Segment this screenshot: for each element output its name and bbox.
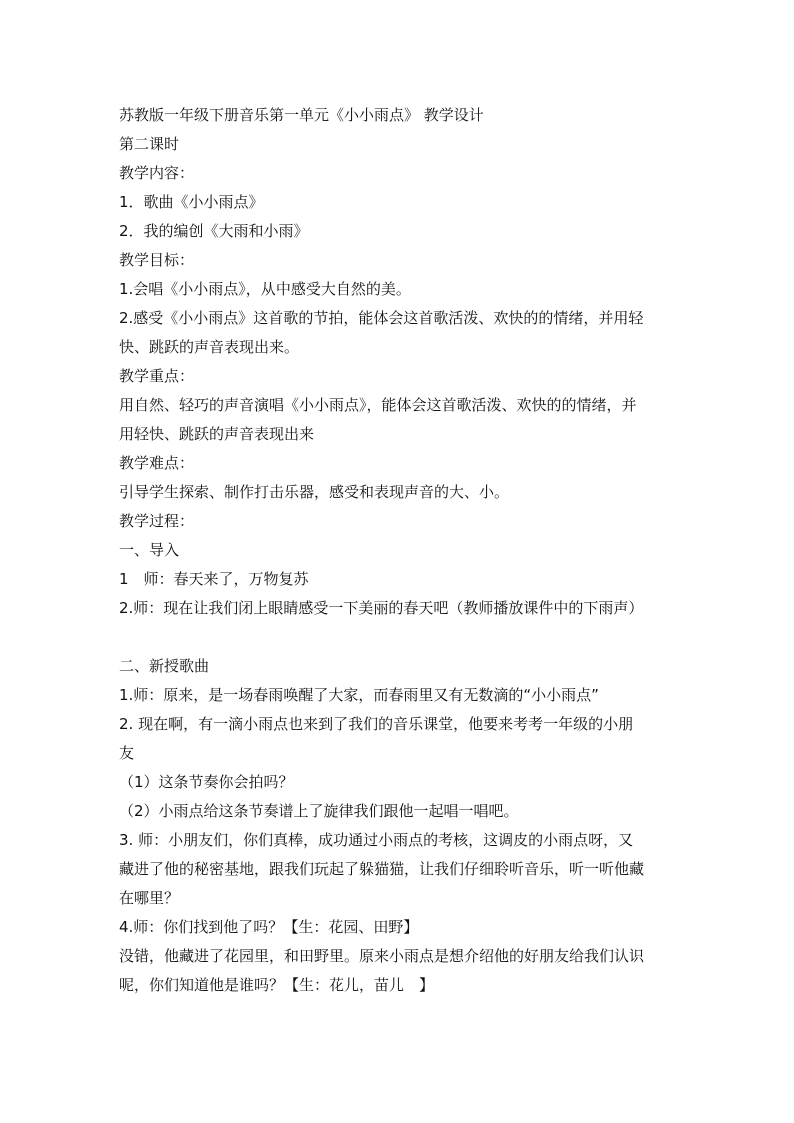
content-item-2: 2．我的编创《大雨和小雨》: [119, 222, 309, 240]
new-song-item-4: 4.师：你们找到他了吗？【生：花园、田野】: [119, 918, 419, 936]
new-song-item-4-continued-1: 没错，他藏进了花园里，和田野里。原来小雨点是想介绍他的好朋友给我们认识: [119, 947, 645, 965]
section-heading-content: 教学内容：: [119, 164, 195, 182]
section-heading-key-points: 教学重点：: [119, 367, 195, 385]
content-item-1: 1．歌曲《小小雨点》: [119, 193, 264, 211]
key-points-text: 用自然、轻巧的声音演唱《小小雨点》，能体会这首歌活泼、欢快的的情绪，并: [119, 396, 637, 414]
key-points-text-continued: 用轻快、跳跃的声音表现出来: [119, 425, 315, 443]
new-song-item-3-continued-2: 在哪里？: [119, 889, 180, 907]
objective-item-2-continued: 快、跳跃的声音表现出来。: [119, 338, 300, 356]
objective-item-1: 1.会唱《小小雨点》，从中感受大自然的美。: [119, 280, 411, 298]
process-step-intro-heading: 一、导入: [119, 541, 180, 559]
intro-item-1: 1 师：春天来了，万物复苏: [119, 570, 309, 588]
new-song-subitem-1: （1）这条节奏你会拍吗？: [119, 773, 294, 791]
process-step-new-song-heading: 二、新授歌曲: [119, 657, 210, 675]
document-title: 苏教版一年级下册音乐第一单元《小小雨点》 教学设计: [119, 106, 484, 124]
document-body: [119, 101, 679, 1000]
new-song-item-4-continued-2: 呢，你们知道他是谁吗？【生：花儿，苗儿 】: [119, 976, 435, 994]
blank-line: [119, 623, 679, 652]
new-song-item-3-continued-1: 藏进了他的秘密基地，跟我们玩起了躲猫猫，让我们仔细聆听音乐，听一听他藏: [119, 860, 645, 878]
new-song-item-3: 3. 师：小朋友们，你们真棒，成功通过小雨点的考核，这调皮的小雨点呀，又: [119, 831, 634, 849]
difficulties-text: 引导学生探索、制作打击乐器，感受和表现声音的大、小。: [119, 483, 510, 501]
new-song-subitem-2: （2）小雨点给这条节奏谱上了旋律我们跟他一起唱一唱吧。: [119, 802, 519, 820]
section-heading-objectives: 教学目标：: [119, 251, 195, 269]
new-song-item-2: 2. 现在啊，有一滴小雨点也来到了我们的音乐课堂，他要来考考一年级的小朋: [119, 715, 634, 733]
section-heading-process: 教学过程：: [119, 512, 195, 530]
new-song-item-2-continued: 友: [119, 744, 135, 762]
objective-item-2: 2.感受《小小雨点》这首歌的节拍，能体会这首歌活泼、欢快的的情绪，并用轻: [119, 309, 644, 327]
section-heading-difficulties: 教学难点：: [119, 454, 195, 472]
lesson-period: 第二课时: [119, 135, 180, 153]
new-song-item-1: 1.师：原来，是一场春雨唤醒了大家，而春雨里又有无数滴的“小小雨点”: [119, 686, 599, 704]
intro-item-2: 2.师：现在让我们闭上眼睛感受一下美丽的春天吧（教师播放课件中的下雨声）: [119, 599, 644, 617]
